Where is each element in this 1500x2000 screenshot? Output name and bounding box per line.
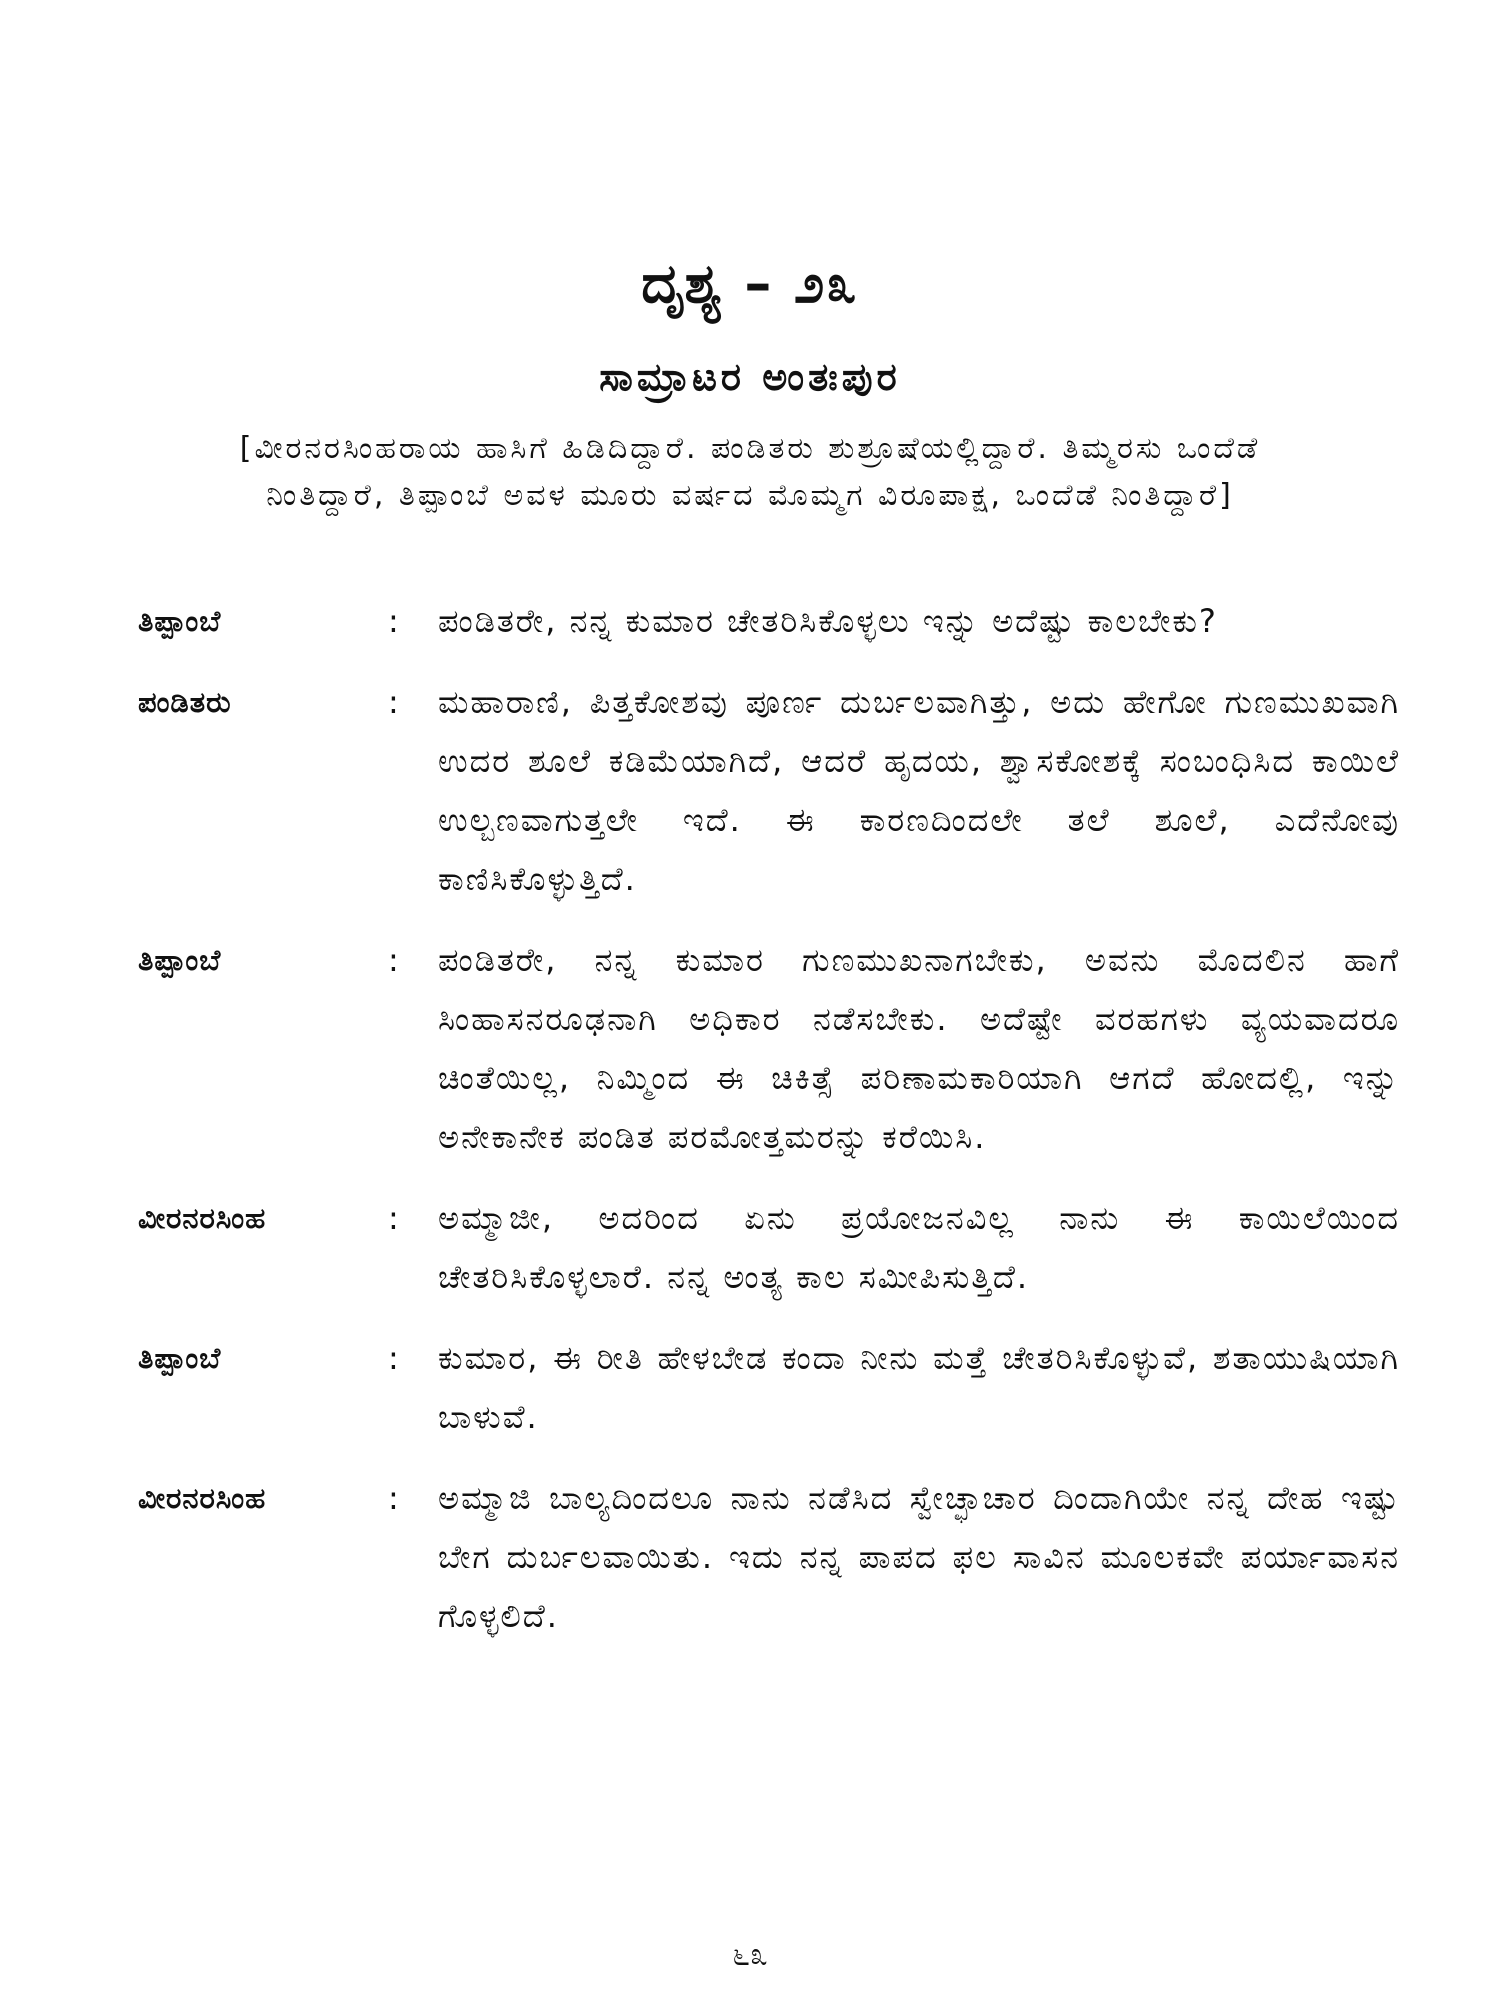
scene-title: ದೃಶ್ಯ – ೨೩: [641, 252, 859, 315]
speaker-name: ತಿಪ್ಪಾಂಬೆ: [138, 943, 222, 977]
dialogue-list: [138, 592, 1400, 1668]
speaker-colon: :: [388, 1339, 399, 1377]
speaker-colon: :: [388, 1479, 399, 1517]
speaker-colon: :: [388, 683, 399, 721]
scene-location: ಸಾಮ್ರಾಟರ ಅಂತಃಪುರ: [599, 355, 901, 399]
dialogue-entry: [138, 592, 1400, 651]
speech-text: ಪಂಡಿತರೇ, ನನ್ನ ಕುಮಾರ ಗುಣಮುಖನಾಗಬೇಕು, ಅವನು ಮೊದಲಿನ ಹಾಗೆ ಸಿಂಹಾಸನರೂಢನಾಗಿ ಅಧಿಕಾರ ನಡೆಸಬೇಕು. ಅದೆಷ್ಟೇ ವರಹಗಳು ವ್ಯಯವಾದರೂ ಚಿಂತೆಯಿಲ್ಲ, ನಿಮ್ಮಿಂದ ಈ ಚಿಕಿತ್ಸೆ ಪರಿಣಾಮಕಾರಿಯಾಗಿ ಆಗದೆ ಹೋದಲ್ಲಿ, ಇನ್ನು ಅನೇಕಾನೇಕ ಪಂಡಿತ ಪರಮೋತ್ತಮರನ್ನು ಕರೆಯಿಸಿ.: [438, 941, 1400, 1156]
speaker-colon: :: [388, 941, 399, 979]
speech-text: ಪಂಡಿತರೇ, ನನ್ನ ಕುಮಾರ ಚೇತರಿಸಿಕೊಳ್ಳಲು ಇನ್ನು ಅದೆಷ್ಟು ಕಾಲಬೇಕು?: [438, 602, 1218, 640]
dialogue-entry: [138, 673, 1400, 909]
speech-text: ಮಹಾರಾಣಿ, ಪಿತ್ತಕೋಶವು ಪೂರ್ಣ ದುರ್ಬಲವಾಗಿತ್ತು, ಅದು ಹೇಗೋ ಗುಣಮುಖವಾಗಿ ಉದರ ಶೂಲೆ ಕಡಿಮೆಯಾಗಿದೆ, ಆದರೆ ಹೃದಯ, ಶ್ವಾಸಕೋಶಕ್ಕೆ ಸಂಬಂಧಿಸಿದ ಕಾಯಿಲೆ ಉಲ್ಬಣವಾಗುತ್ತಲೇ ಇದೆ. ಈ ಕಾರಣದಿಂದಲೇ ತಲೆ ಶೂಲೆ, ಎದೆನೋವು ಕಾಣಿಸಿಕೊಳ್ಳುತ್ತಿದೆ.: [438, 683, 1400, 898]
speech-text: ಅಮ್ಮಾಜಿ ಬಾಲ್ಯದಿಂದಲೂ ನಾನು ನಡೆಸಿದ ಸ್ವೇಚ್ಛಾಚಾರ ದಿಂದಾಗಿಯೇ ನನ್ನ ದೇಹ ಇಷ್ಟು ಬೇಗ ದುರ್ಬಲವಾಯಿತು. ಇದು ನನ್ನ ಪಾಪದ ಫಲ ಸಾವಿನ ಮೂಲಕವೇ ಪರ್ಯಾವಾಸನ ಗೊಳ್ಳಲಿದೆ.: [438, 1479, 1400, 1635]
speech-text: ಕುಮಾರ, ಈ ರೀತಿ ಹೇಳಬೇಡ ಕಂದಾ ನೀನು ಮತ್ತೆ ಚೇತರಿಸಿಕೊಳ್ಳುವೆ, ಶತಾಯುಷಿಯಾಗಿ ಬಾಳುವೆ.: [438, 1339, 1400, 1436]
speaker-name: ತಿಪ್ಪಾಂಬೆ: [138, 604, 222, 638]
dialogue-entry: [138, 1469, 1400, 1646]
speaker-colon: :: [388, 602, 399, 640]
speaker-name: ವೀರನರಸಿಂಹ: [138, 1481, 267, 1515]
speaker-colon: :: [388, 1199, 399, 1237]
dialogue-entry: [138, 1189, 1400, 1307]
speaker-name: ಪಂಡಿತರು: [138, 685, 232, 719]
speaker-name: ತಿಪ್ಪಾಂಬೆ: [138, 1341, 222, 1375]
stage-direction: [ವೀರನರಸಿಂಹರಾಯ ಹಾಸಿಗೆ ಹಿಡಿದಿದ್ದಾರೆ. ಪಂಡಿತರು ಶುಶ್ರೂಷೆಯಲ್ಲಿದ್ದಾರೆ. ತಿಮ್ಮರಸು ಒಂದೆಡೆ ನಿಂತಿದ್ದಾರೆ, ತಿಪ್ಪಾಂಬೆ ಅವಳ ಮೂರು ವರ್ಷದ ಮೊಮ್ಮಗ ವಿರೂಪಾಕ್ಷ, ಒಂದೆಡೆ ನಿಂತಿದ್ದಾರೆ]: [239, 431, 1261, 513]
speech-text: ಅಮ್ಮಾಜೀ, ಅದರಿಂದ ಏನು ಪ್ರಯೋಜನವಿಲ್ಲ ನಾನು ಈ ಕಾಯಿಲೆಯಿಂದ ಚೇತರಿಸಿಕೊಳ್ಳಲಾರೆ. ನನ್ನ ಅಂತ್ಯ ಕಾಲ ಸಮೀಪಿಸುತ್ತಿದೆ.: [438, 1199, 1400, 1296]
speaker-name: ವೀರನರಸಿಂಹ: [138, 1201, 267, 1235]
dialogue-entry: [138, 931, 1400, 1167]
dialogue-entry: [138, 1329, 1400, 1447]
page-number: ೬೩: [732, 1935, 768, 1973]
